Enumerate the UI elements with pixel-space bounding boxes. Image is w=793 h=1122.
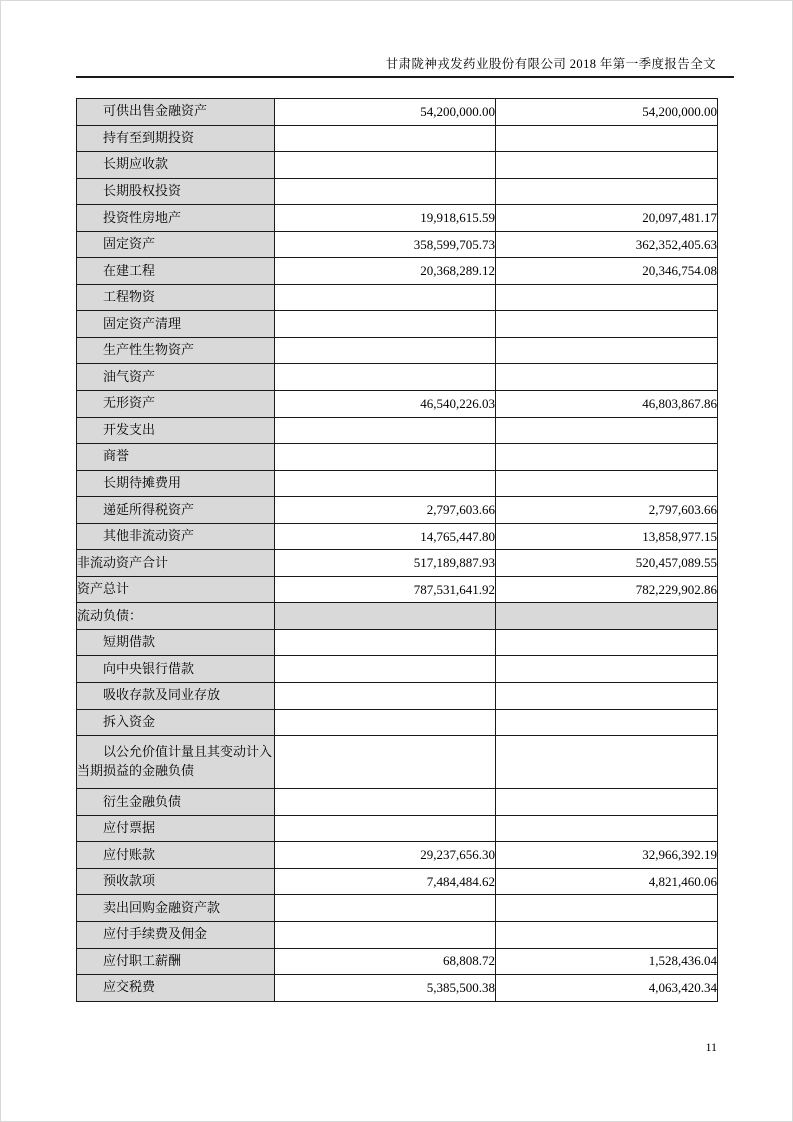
table-row [77,205,718,232]
row-amount-col-1 [275,284,496,311]
row-amount-col-2 [496,444,718,471]
row-amount-col-2 [496,629,718,656]
row-amount-col-2: 362,352,405.63 [496,231,718,258]
table-row [77,470,718,497]
row-amount-col-2 [496,178,718,205]
balance-sheet-table [76,98,718,1002]
report-header-title: 甘肃陇神戎发药业股份有限公司 2018 年第一季度报告全文 [385,57,716,71]
row-amount-col-1 [275,152,496,179]
table-row [77,364,718,391]
row-label: 衍生金融负债 [77,789,275,816]
row-amount-col-1 [275,683,496,710]
row-amount-col-1: 20,368,289.12 [275,258,496,285]
row-amount-col-1 [275,815,496,842]
row-amount-col-2 [496,470,718,497]
row-label: 生产性生物资产 [77,337,275,364]
row-label: 递延所得税资产 [77,497,275,524]
row-amount-col-1 [275,337,496,364]
row-amount-col-2 [496,125,718,152]
row-amount-col-2 [496,815,718,842]
table-row [77,921,718,948]
row-label: 应付账款 [77,842,275,869]
row-amount-col-1 [275,178,496,205]
row-label: 长期应收款 [77,152,275,179]
row-amount-col-2 [496,683,718,710]
row-amount-col-2: 46,803,867.86 [496,391,718,418]
row-label: 吸收存款及同业存放 [77,683,275,710]
row-label: 非流动资产合计 [77,550,275,577]
balance-sheet-table-body [77,99,718,1002]
table-row [77,125,718,152]
table-row [77,337,718,364]
row-amount-col-2 [496,895,718,922]
table-row [77,497,718,524]
row-amount-col-1 [275,444,496,471]
row-amount-col-1: 5,385,500.38 [275,975,496,1002]
table-row [77,868,718,895]
table-row [77,284,718,311]
row-amount-col-2 [496,709,718,736]
row-amount-col-2 [496,311,718,338]
row-amount-col-2: 520,457,089.55 [496,550,718,577]
row-amount-col-1 [275,603,496,630]
row-label: 资产总计 [77,576,275,603]
table-row [77,99,718,126]
table-row [77,815,718,842]
table-row [77,736,718,789]
table-row [77,576,718,603]
section-row [77,603,718,630]
row-label: 短期借款 [77,629,275,656]
row-amount-col-1: 787,531,641.92 [275,576,496,603]
row-amount-col-1 [275,921,496,948]
row-amount-col-1: 46,540,226.03 [275,391,496,418]
row-amount-col-1: 7,484,484.62 [275,868,496,895]
row-amount-col-1: 19,918,615.59 [275,205,496,232]
row-amount-col-2 [496,656,718,683]
row-label: 可供出售金融资产 [77,99,275,126]
row-label: 油气资产 [77,364,275,391]
row-label: 应付票据 [77,815,275,842]
row-amount-col-2: 4,821,460.06 [496,868,718,895]
row-amount-col-2: 4,063,420.34 [496,975,718,1002]
row-label: 开发支出 [77,417,275,444]
header-divider [76,76,734,78]
table-row [77,417,718,444]
row-amount-col-1: 14,765,447.80 [275,523,496,550]
row-amount-col-2 [496,789,718,816]
row-label: 卖出回购金融资产款 [77,895,275,922]
row-amount-col-1 [275,789,496,816]
row-label: 固定资产 [77,231,275,258]
row-amount-col-2: 32,966,392.19 [496,842,718,869]
row-label: 商誉 [77,444,275,471]
table-row [77,629,718,656]
table-row [77,444,718,471]
row-amount-col-2: 2,797,603.66 [496,497,718,524]
table-row [77,656,718,683]
row-amount-col-1 [275,709,496,736]
row-amount-col-1: 2,797,603.66 [275,497,496,524]
row-amount-col-2 [496,284,718,311]
table-row [77,948,718,975]
row-amount-col-2 [496,921,718,948]
row-label: 投资性房地产 [77,205,275,232]
row-label: 在建工程 [77,258,275,285]
row-label: 工程物资 [77,284,275,311]
row-amount-col-1: 29,237,656.30 [275,842,496,869]
row-label: 固定资产清理 [77,311,275,338]
row-amount-col-2 [496,152,718,179]
row-label: 向中央银行借款 [77,656,275,683]
row-label: 其他非流动资产 [77,523,275,550]
row-amount-col-1 [275,629,496,656]
row-amount-col-1 [275,311,496,338]
table-row [77,523,718,550]
table-row [77,231,718,258]
row-label: 长期股权投资 [77,178,275,205]
row-amount-col-2: 1,528,436.04 [496,948,718,975]
table-row [77,842,718,869]
row-amount-col-1: 517,189,887.93 [275,550,496,577]
row-amount-col-2: 782,229,902.86 [496,576,718,603]
row-amount-col-2: 20,097,481.17 [496,205,718,232]
row-amount-col-2 [496,417,718,444]
row-amount-col-2 [496,603,718,630]
row-amount-col-1 [275,656,496,683]
table-row [77,709,718,736]
table-row [77,975,718,1002]
row-label: 流动负债： [77,603,275,630]
row-amount-col-2 [496,364,718,391]
row-label: 以公允价值计量且其变动计入当期损益的金融负债 [77,736,275,789]
table-row [77,391,718,418]
row-amount-col-2: 54,200,000.00 [496,99,718,126]
row-amount-col-1: 54,200,000.00 [275,99,496,126]
table-row [77,895,718,922]
table-row [77,311,718,338]
table-row [77,550,718,577]
page-number: 11 [705,1040,717,1054]
row-label: 应付手续费及佣金 [77,921,275,948]
row-label: 预收款项 [77,868,275,895]
row-amount-col-1 [275,125,496,152]
table-row [77,258,718,285]
row-label: 拆入资金 [77,709,275,736]
row-amount-col-1 [275,736,496,789]
row-label: 应付职工薪酬 [77,948,275,975]
row-amount-col-2 [496,337,718,364]
row-amount-col-1 [275,364,496,391]
row-amount-col-1: 358,599,705.73 [275,231,496,258]
row-amount-col-1 [275,470,496,497]
table-row [77,178,718,205]
row-amount-col-1 [275,417,496,444]
row-label: 应交税费 [77,975,275,1002]
row-label: 持有至到期投资 [77,125,275,152]
table-row [77,152,718,179]
row-amount-col-2: 13,858,977.15 [496,523,718,550]
row-label: 无形资产 [77,391,275,418]
table-row [77,683,718,710]
row-amount-col-1: 68,808.72 [275,948,496,975]
row-amount-col-2 [496,736,718,789]
row-amount-col-1 [275,895,496,922]
table-row [77,789,718,816]
row-amount-col-2: 20,346,754.08 [496,258,718,285]
row-label: 长期待摊费用 [77,470,275,497]
